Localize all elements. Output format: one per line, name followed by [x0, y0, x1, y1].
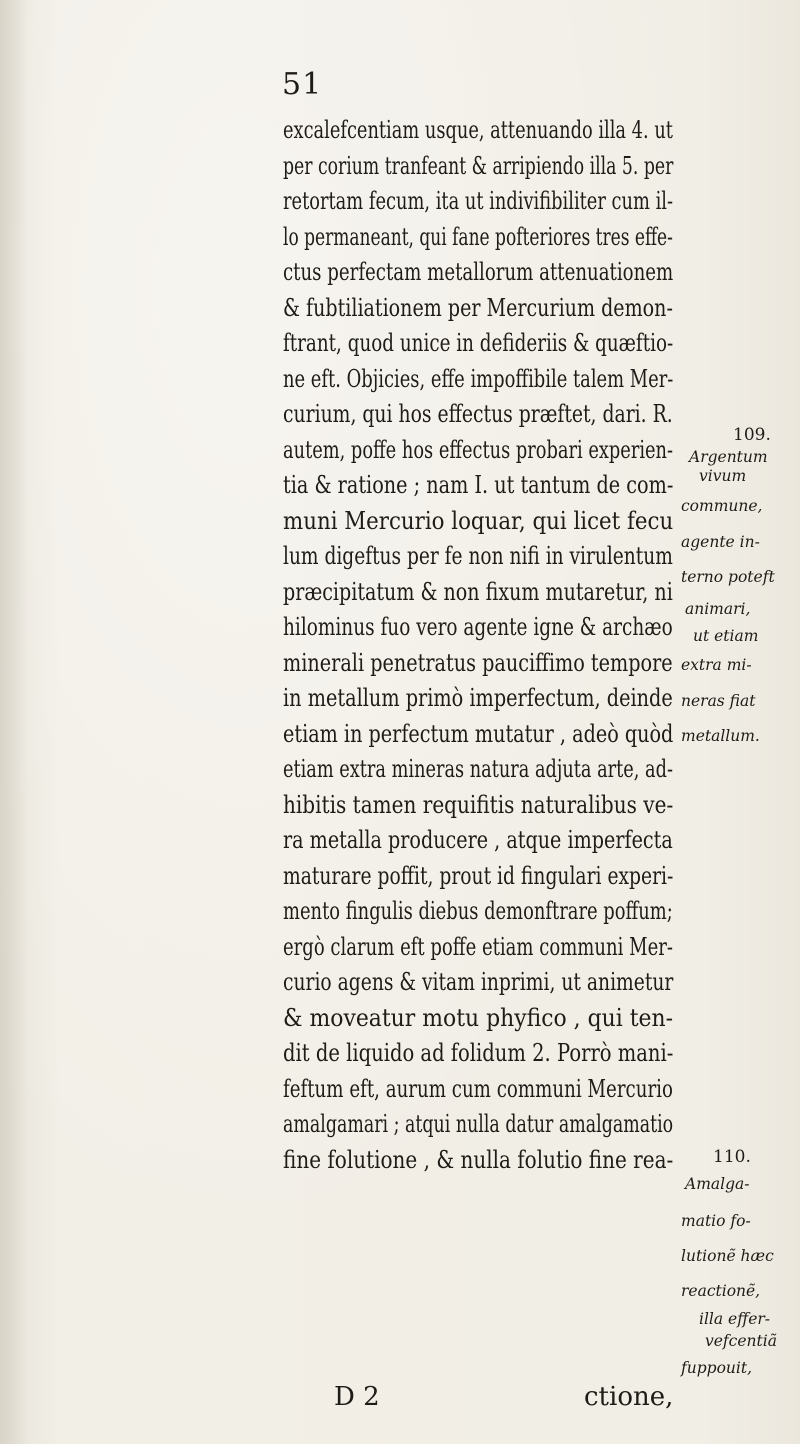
text-line: ctus perfectam metallorum attenuationem	[283, 257, 674, 286]
margin-note-line: Amalga-	[685, 1175, 750, 1193]
margin-note-line: fuppouit,	[681, 1359, 752, 1377]
text-line: tia & ratione ; nam I. ut tantum de com-	[283, 470, 674, 499]
margin-notes	[681, 0, 799, 1444]
margin-note-line: terno poteft	[681, 568, 775, 586]
text-line: excalefcentiam usque, attenuando illa 4. ut	[283, 115, 673, 144]
text-line: ne eft. Objicies, effe impoffibile talem Mer-	[283, 363, 674, 393]
text-line: mento fingulis diebus demonftrare poffum;	[283, 896, 673, 925]
text-line: ftrant, quod unice in defideriis & quæftio-	[283, 328, 674, 357]
text-line: etiam extra mineras natura adjuta arte, ad-	[283, 754, 673, 783]
text-line: lo permaneant, qui fane pofteriores tres effe-	[283, 221, 673, 251]
text-line: dit de liquido ad folidum 2. Porrò mani-	[283, 1038, 674, 1067]
margin-note-line: animari,	[685, 600, 751, 618]
text-line: per corium tranfeant & arripiendo illa 5. per	[283, 150, 674, 180]
text-line: autem, poffe hos effectus probari experien-	[283, 434, 674, 464]
text-line: & fubtiliationem per Mercurium demon-	[283, 292, 673, 322]
text-line: etiam in perfectum mutatur , adeò quòd	[283, 718, 674, 748]
text-line: maturare poffit, prout id fingulari experi-	[283, 860, 674, 890]
margin-note-line: vivum	[699, 467, 747, 485]
text-line: amalgamari ; atqui nulla datur amalgamatio	[283, 1109, 674, 1138]
text-line: minerali penetratus pauciffimo tempore	[283, 647, 673, 677]
main-text-block	[283, 112, 673, 1177]
text-line: præcipitatum & non fixum mutaretur, ni	[283, 576, 673, 606]
text-line: in metallum primò imperfectum, deinde	[283, 683, 673, 712]
text-line: ra metalla producere , atque imperfecta	[283, 825, 673, 854]
margin-note-line: neras fiat	[681, 692, 756, 710]
margin-note-number: 110.	[713, 1147, 751, 1167]
margin-note-line: agente in-	[681, 533, 760, 551]
catchword: ctione,	[584, 1382, 674, 1412]
text-line: curium, qui hos effectus præftet, dari. R.	[283, 399, 673, 428]
margin-note-line: metallum.	[681, 727, 760, 745]
text-line: hilominus fuo vero agente igne & archæo	[283, 612, 673, 641]
page-number: 51	[282, 67, 323, 102]
text-line: curio agens & vitam inprimi, ut animetur	[283, 967, 674, 996]
margin-note-line: extra mi-	[681, 656, 752, 674]
margin-note-line: reactionẽ,	[681, 1282, 761, 1300]
text-line: feftum eft, aurum cum communi Mercurio	[283, 1073, 673, 1103]
text-line: fine folutione , & nulla folutio fine rea-	[283, 1144, 674, 1174]
margin-note-line: commune,	[681, 497, 763, 515]
text-line: retortam fecum, ita ut indivifibiliter cum il-	[283, 186, 674, 215]
margin-note-line: vefcentiã	[705, 1332, 777, 1350]
page-gutter-shadow	[0, 0, 28, 1444]
margin-note-line: Argentum	[689, 448, 768, 466]
text-line: muni Mercurio loquar, qui licet fecu	[283, 505, 674, 535]
text-line: ergò clarum eft poffe etiam communi Mer-	[283, 931, 673, 961]
margin-note-line: illa effer-	[699, 1310, 771, 1328]
text-line: & moveatur motu phyfico , qui ten-	[283, 1002, 674, 1032]
margin-note-line: lutionẽ hæc	[681, 1247, 774, 1265]
margin-note-line: matio fo-	[681, 1212, 751, 1230]
text-line: hibitis tamen requifitis naturalibus ve-	[283, 789, 674, 819]
margin-note-number: 109.	[733, 425, 771, 445]
margin-note-line: ut etiam	[693, 627, 759, 645]
text-line: lum digeftus per fe non nifi in virulentum	[283, 541, 673, 570]
signature-mark: D 2	[334, 1382, 380, 1412]
